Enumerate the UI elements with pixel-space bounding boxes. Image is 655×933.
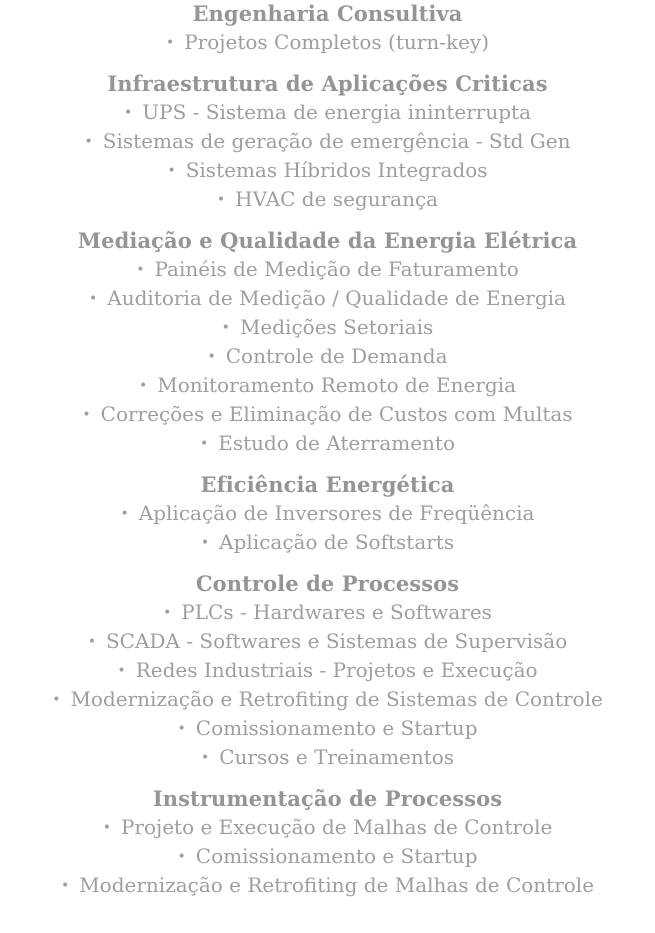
list-item: [0, 284, 655, 313]
list-item: [0, 685, 655, 714]
section-title: Instrumentação de Processos: [152, 786, 503, 811]
bullet-icon: •: [216, 192, 226, 208]
section-controle-processos: [0, 570, 655, 772]
list-item-label: Auditoria de Medição / Qualidade de Energia: [107, 286, 566, 310]
bullet-icon: •: [60, 878, 70, 894]
list-item-label: SCADA - Softwares e Sistemas de Supervisão: [105, 629, 568, 653]
section-title: Infraestrutura de Aplicações Criticas: [107, 71, 548, 96]
list-item: [0, 743, 655, 772]
list-item: [0, 98, 655, 127]
list-item: [0, 28, 655, 57]
list-item-label: PLCs - Hardwares e Softwares: [181, 600, 492, 624]
bullet-icon: •: [177, 721, 186, 737]
bullet-icon: •: [207, 349, 216, 365]
list-item-label: Medições Setoriais: [239, 315, 434, 339]
section-instrumentacao-processos: [0, 785, 655, 900]
list-item-label: Comissionamento e Startup: [195, 716, 478, 740]
list-item: [0, 313, 655, 342]
list-item: [0, 528, 655, 557]
list-item: [0, 813, 655, 842]
list-item-label: Estudo de Aterramento: [218, 431, 455, 455]
section-mediacao-qualidade: [0, 227, 655, 458]
list-item-label: Comissionamento e Startup: [195, 844, 478, 868]
bullet-icon: •: [200, 535, 210, 551]
list-item: [0, 255, 655, 284]
list-item: [0, 871, 655, 900]
bullet-icon: •: [123, 105, 133, 121]
section-engenharia-consultiva: [0, 0, 655, 57]
section-items: [0, 28, 655, 57]
bullet-icon: •: [221, 320, 230, 336]
bullet-icon: •: [136, 262, 145, 278]
bullet-icon: •: [165, 35, 175, 51]
section-title: Engenharia Consultiva: [192, 1, 463, 26]
list-item-label: Monitoramento Remoto de Energia: [157, 373, 517, 397]
list-item: [0, 156, 655, 185]
bullet-icon: •: [89, 291, 98, 307]
list-item-label: Redes Industriais - Projetos e Execução: [135, 658, 538, 682]
bullet-icon: •: [177, 849, 186, 865]
list-item: [0, 627, 655, 656]
section-items: [0, 813, 655, 900]
section-infraestrutura: [0, 70, 655, 214]
list-item-label: UPS - Sistema de energia ininterrupta: [142, 100, 531, 124]
bullet-icon: •: [163, 605, 172, 621]
bullet-icon: •: [84, 134, 93, 150]
bullet-icon: •: [167, 163, 176, 179]
section-items: [0, 598, 655, 772]
list-item-label: Modernização e Retrofiting de Malhas de Controle: [79, 873, 595, 897]
list-item-label: Correções e Eliminação de Custos com Multas: [100, 402, 573, 426]
list-item: [0, 714, 655, 743]
list-item: [0, 598, 655, 627]
list-item-label: Cursos e Treinamentos: [219, 745, 455, 769]
bullet-icon: •: [117, 663, 126, 679]
list-item-label: Painéis de Medição de Faturamento: [154, 257, 519, 281]
bullet-icon: •: [102, 820, 111, 836]
list-item: [0, 656, 655, 685]
list-item-label: HVAC de segurança: [235, 187, 439, 211]
bullet-icon: •: [138, 378, 148, 394]
bullet-icon: •: [52, 692, 61, 708]
list-item-label: Modernização e Retrofiting de Sistemas de Controle: [70, 687, 603, 711]
list-item-label: Sistemas de geração de emergência - Std Gen: [102, 129, 571, 153]
list-item-label: Controle de Demanda: [225, 344, 448, 368]
bullet-icon: •: [200, 750, 210, 766]
list-item: [0, 400, 655, 429]
list-item: [0, 185, 655, 214]
list-item-label: Aplicação de Inversores de Freqüência: [138, 501, 535, 525]
section-title: Mediação e Qualidade da Energia Elétrica: [77, 228, 578, 253]
section-eficiencia-energetica: [0, 471, 655, 557]
bullet-icon: •: [199, 436, 209, 452]
list-item: [0, 842, 655, 871]
list-item: [0, 371, 655, 400]
list-item-label: Aplicação de Softstarts: [219, 530, 455, 554]
section-title: Controle de Processos: [195, 571, 460, 596]
section-title: Eficiência Energética: [200, 472, 455, 497]
section-items: [0, 499, 655, 557]
list-item-label: Sistemas Híbridos Integrados: [185, 158, 488, 182]
list-item: [0, 127, 655, 156]
bullet-icon: •: [82, 407, 91, 423]
section-items: [0, 255, 655, 458]
list-item: [0, 342, 655, 371]
section-items: [0, 98, 655, 214]
bullet-icon: •: [120, 506, 129, 522]
list-item: [0, 499, 655, 528]
list-item-label: Projetos Completos (turn-key): [184, 30, 490, 54]
bullet-icon: •: [87, 634, 96, 650]
list-item-label: Projeto e Execução de Malhas de Controle: [120, 815, 553, 839]
list-item: [0, 429, 655, 458]
